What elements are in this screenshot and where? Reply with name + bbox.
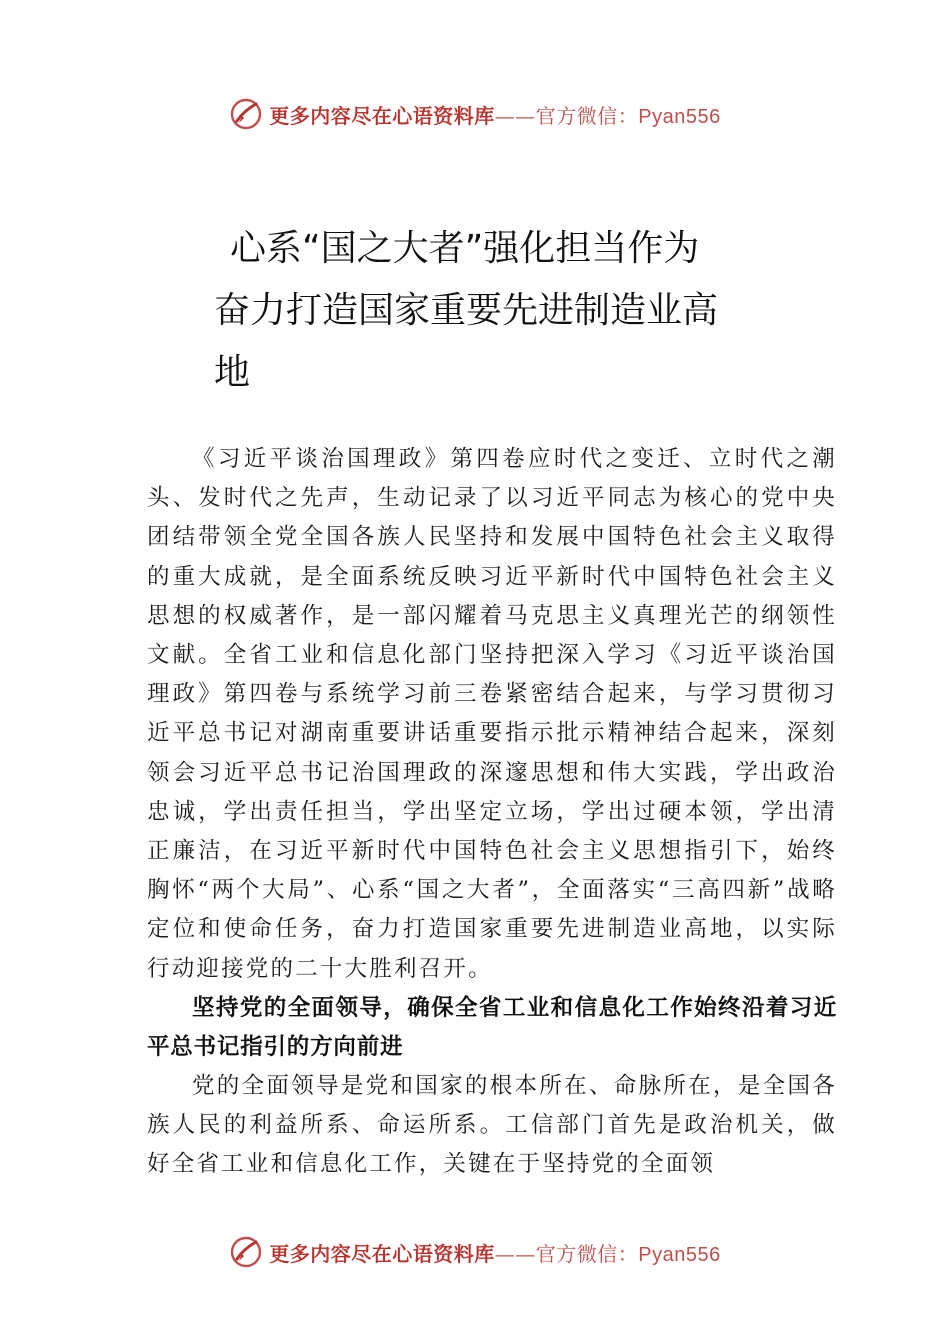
paragraph-section-1: 党的全面领导是党和国家的根本所在、命脉所在，是全国各族人民的利益所系、命运所系。工信部门首先是政治机关，做好全省工业和信息化工作，关键在于坚持党的全面领: [147, 1072, 837, 1178]
watermark-brand: 更多内容尽在心语资料库: [269, 103, 495, 128]
watermark-header: [0, 94, 950, 134]
watermark-footer: [0, 1232, 950, 1272]
title-line-2: 奋力打造国家重要先进制造业高地: [214, 290, 719, 393]
watermark-text: [269, 1238, 720, 1267]
brush-logo-icon: [229, 1235, 263, 1269]
watermark-separator: ——: [494, 103, 536, 128]
paragraph-intro: 《习近平谈治国理政》第四卷应时代之变迁、立时代之潮头、发时代之先声，生动记录了以习近平同志为核心的党中央团结带领全党全国各族人民坚持和发展中国特色社会主义取得的重大成就，是全面系统反映习近平新时代中国特色社会主义思想的权威著作，是一部闪耀着马克思主义真理光芒的纲领性文献。全省工业和信息化部门坚持把深入学习《习近平谈治国理政》第四卷与系统学习前三卷紧密结合起来，与学习贯彻习近平总书记对湖南重要讲话重要指示批示精神结合起来，深刻领会习近平总书记治国理政的深邃思想和伟大实践，学出政治忠诚，学出责任担当，学出坚定立场，学出过硬本领，学出清正廉洁，在习近平新时代中国特色社会主义思想指引下，始终胸怀“两个大局”、心系“国之大者”，全面落实“三高四新”战略定位和使命任务，奋力打造国家重要先进制造业高地，以实际行动迎接党的二十大胜利召开。: [147, 446, 837, 982]
document-title: [214, 218, 744, 404]
watermark-label: 官方微信：: [535, 103, 639, 128]
document-body: [147, 440, 837, 1184]
watermark-label: 官方微信：: [535, 1241, 639, 1266]
brush-logo-icon: [229, 97, 263, 131]
watermark-brand: 更多内容尽在心语资料库: [269, 1241, 495, 1266]
watermark-wechat-id: Pyan556: [638, 105, 721, 128]
watermark-separator: ——: [494, 1241, 536, 1266]
watermark-text: [269, 100, 720, 129]
section-heading: 坚持党的全面领导，确保全省工业和信息化工作始终沿着习近平总书记指引的方向前进: [147, 994, 837, 1060]
title-line-1: 心系“国之大者”强化担当作为: [230, 228, 700, 269]
watermark-wechat-id: Pyan556: [638, 1243, 721, 1266]
